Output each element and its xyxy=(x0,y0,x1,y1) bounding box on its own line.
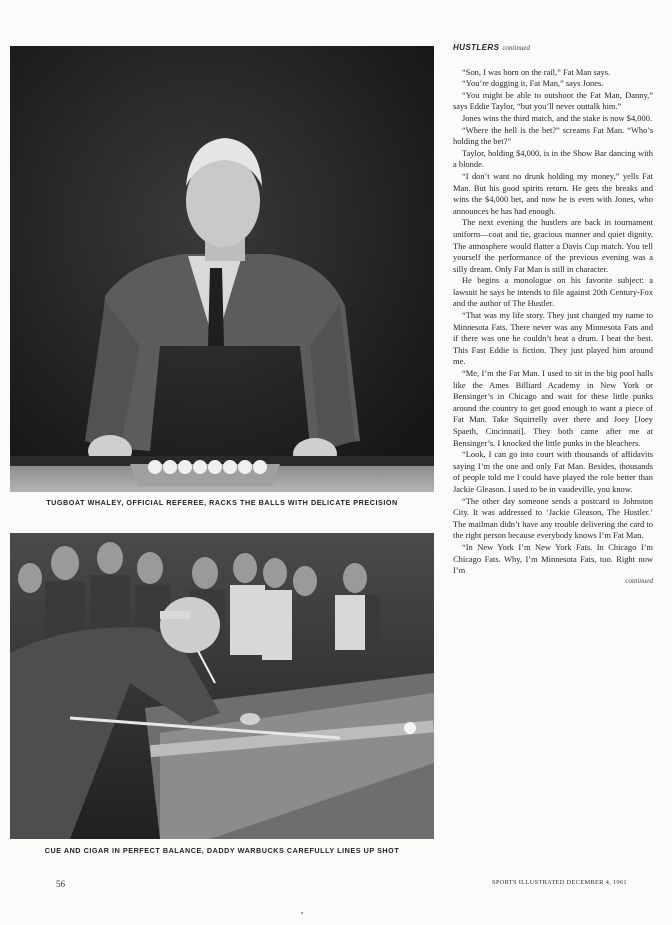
page-number: 56 xyxy=(56,879,65,889)
paragraph: “Look, I can go into court with thousands of affidavits saying I’m the one and only Fat Man. Besides, thousands of people told me I could have played the role better than Jackie Gleason. I used to be in vaudeville, you know. xyxy=(453,449,653,494)
column-header xyxy=(453,42,653,55)
paragraph: “Where the hell is the bet?” screams Fat Man. “Who’s holding the bet?” xyxy=(453,124,653,147)
paragraph: “That was my life story. They just changed my name to Minnesota Fats. There never was any Minnesota Fats and if there was one he couldn’t beat a drum. I beat the best. This Fast Eddie is fiction. They just played him around me. xyxy=(453,310,653,367)
paragraph: He begins a monologue on his favorite subject: a lawsuit he says he intends to file against 20th Century-Fox and the author of The Hustler. xyxy=(453,275,653,309)
referee-photo xyxy=(10,46,434,492)
print-dot xyxy=(301,912,303,914)
referee-photo-image xyxy=(10,46,434,492)
column-header-continued: continued xyxy=(502,44,530,52)
paragraph: The next evening the hustlers are back in tournament uniform—coat and tie, gracious manner and quiet dignity. The atmosphere would flatter a Davis Cup match. You tell yourself the performance of the previous evening was a silly dream. Only Fat Man is still in character. xyxy=(453,217,653,274)
paragraph: “In New York I’m New York Fats. In Chicago I’m Chicago Fats. Why, I’m Minnesota Fats, too. Right now I’m xyxy=(453,541,653,576)
shot-photo xyxy=(10,533,434,839)
shot-photo-caption: CUE AND CIGAR IN PERFECT BALANCE, DADDY WARBUCKS CAREFULLY LINES UP SHOT xyxy=(44,846,400,855)
column-continued-label: continued xyxy=(625,576,653,585)
paragraph: “You’re dogging it, Fat Man,” says Jones. xyxy=(462,78,604,89)
paragraph: Jones wins the third match, and the stake is now $4,000. xyxy=(462,112,653,123)
paragraph: “The other day someone sends a postcard to Johnston City. It was addressed to ‘Jackie Gleason, The Hustler.’ The mailman didn’t have any trouble delivering the card to the right person because everybody knows I’m Fat Man. xyxy=(453,495,653,541)
paragraph: “Me, I’m the Fat Man. I used to sit in the big pool halls like the Ames Billiard Academy in New York or Bensinger’s in Chicago and wait for these little punks around the country to get good enough to want a piece of Fat Man. Take Squirrelly over there and Joey [Joey Spaeth, Cincinnati]. They both came after me at Bensinger’s. I knocked the little punks in the bleachers. xyxy=(453,368,653,448)
footer-credit: SPORTS ILLUSTRATED DECEMBER 4, 1961 xyxy=(492,879,627,886)
shot-photo-image xyxy=(10,533,434,839)
paragraph: “I don’t want no drunk holding my money,” yells Fat Man. But his good spirits return. He gets the breaks and wins the $4,000 bet, and now he is even with Jones, who announces he has had enough. xyxy=(453,170,653,216)
paragraph: Taylor, holding $4,000, is in the Show Bar dancing with a blonde. xyxy=(453,147,653,170)
column-header-title: HUSTLERS xyxy=(453,43,500,52)
article-column xyxy=(453,42,653,586)
paragraph: “Son, I was born on the rail,” Fat Man says. xyxy=(462,66,611,77)
referee-photo-caption: TUGBOAT WHALEY, OFFICIAL REFEREE, RACKS THE BALLS WITH DELICATE PRECISION xyxy=(46,498,398,507)
paragraph: “You might be able to outshoot the Fat Man, Danny,” says Eddie Taylor, “but you’ll never outtalk him.” xyxy=(453,89,653,112)
